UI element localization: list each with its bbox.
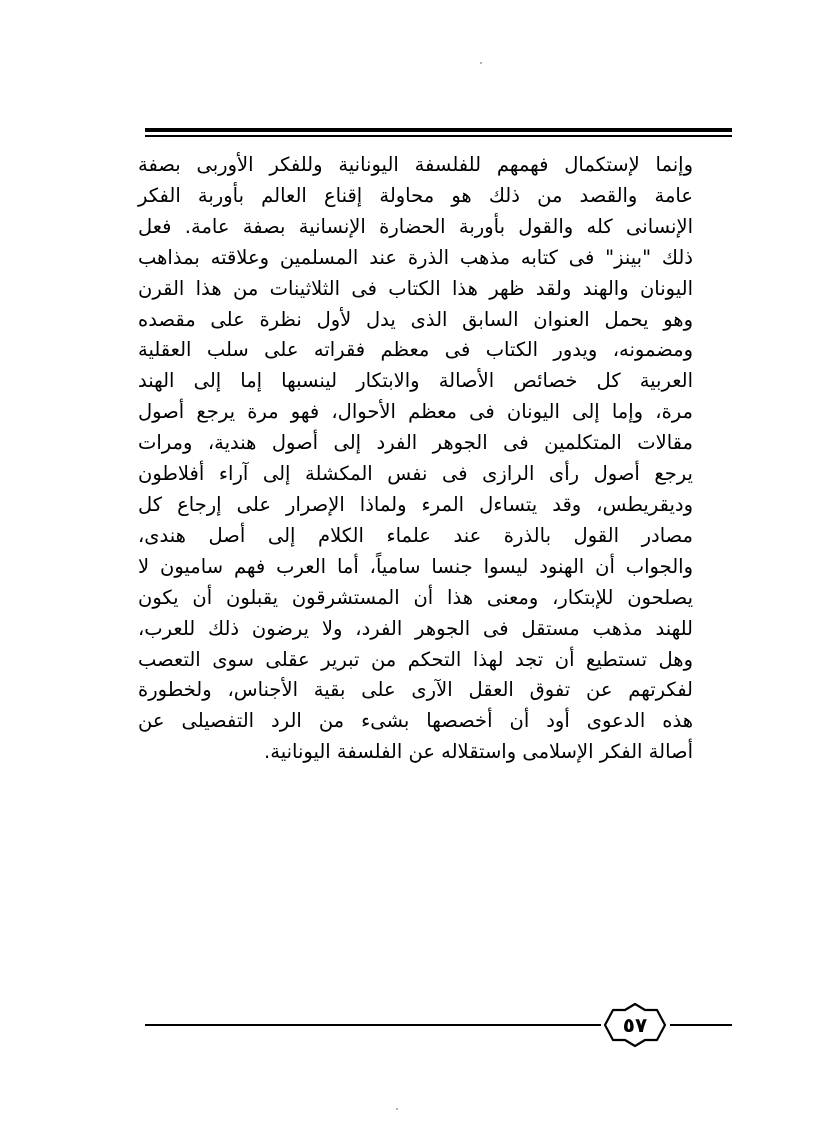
text-line: ومضمونه، ويدور الكتاب فى معظم فقراته على سلب العقلية [138,338,693,362]
footer-rule-left [145,1024,601,1026]
text-line: وإنما لإستكمال فهمهم للفلسفة اليونانية وللفكر الأوربى بصفة [138,153,693,176]
page-number-badge [603,1002,667,1048]
text-line: العربية كل خصائص الأصالة والابتكار لينسبها إما إلى الهند [138,369,693,393]
page-number: ٥٧ [622,1013,648,1037]
text-line: مقالات المتكلمين فى الجوهر الفرد إلى أصول هندية، ومرات [138,431,693,455]
text-line: اليونان والهند ولقد ظهر هذا الكتاب فى الثلاثينات من هذا القرن [138,276,693,300]
text-line: يرجع أصول رأى الرازى فى نفس المكشلة إلى آراء أفلاطون [138,462,693,486]
footer-rule-right [670,1024,732,1026]
scan-speck [396,1108,398,1110]
header-rule-thick [145,128,732,132]
text-line: عامة والقصد من ذلك هو محاولة إقناع العالم بأوربة الفكر [138,183,693,207]
text-line: وديقريطس، وقد يتساءل المرء ولماذا الإصرار على إرجاع كل [138,492,693,516]
text-line: الإنسانى كله والقول بأوربة الحضارة الإنسانية بصفة عامة. فعل [138,214,693,238]
text-line: للهند مذهب مستقل فى الجوهر الفرد، ولا يرضون ذلك للعرب، [138,616,693,640]
text-line: وهل تستطيع أن تجد لهذا التحكم من تبرير عقلى سوى التعصب [138,647,693,671]
text-line: وهو يحمل العنوان السابق الذى يدل لأول نظرة على مقصده [138,307,693,331]
text-line: مرة، وإما إلى اليونان فى معظم الأحوال، فهو مرة يرجع أصول [138,400,693,424]
text-line: لفكرتهم عن تفوق العقل الآرى على بقية الأجناس، ولخطورة [138,678,693,702]
text-line: والجواب أن الهنود ليسوا جنسا سامياً، أما العرب فهم ساميون لا [138,554,693,578]
header-rule-thin [145,135,732,137]
text-line: يصلحون للإبتكار، ومعنى هذا أن المستشرقون يقبلون أن يكون [138,585,693,609]
text-line: مصادر القول بالذرة عند علماء الكلام إلى أصل هندى، [138,523,693,547]
text-line: أصالة الفكر الإسلامى واستقلاله عن الفلسفة اليونانية. [264,740,693,764]
text-line: ذلك "بينز" فى كتابه مذهب الذرة عند المسلمين وعلاقته بمذاهب [138,245,693,269]
scan-speck [480,62,482,64]
text-line: هذه الدعوى أود أن أخصصها بشىء من الرد التفصيلى عن [138,709,693,733]
body-text [138,150,693,768]
